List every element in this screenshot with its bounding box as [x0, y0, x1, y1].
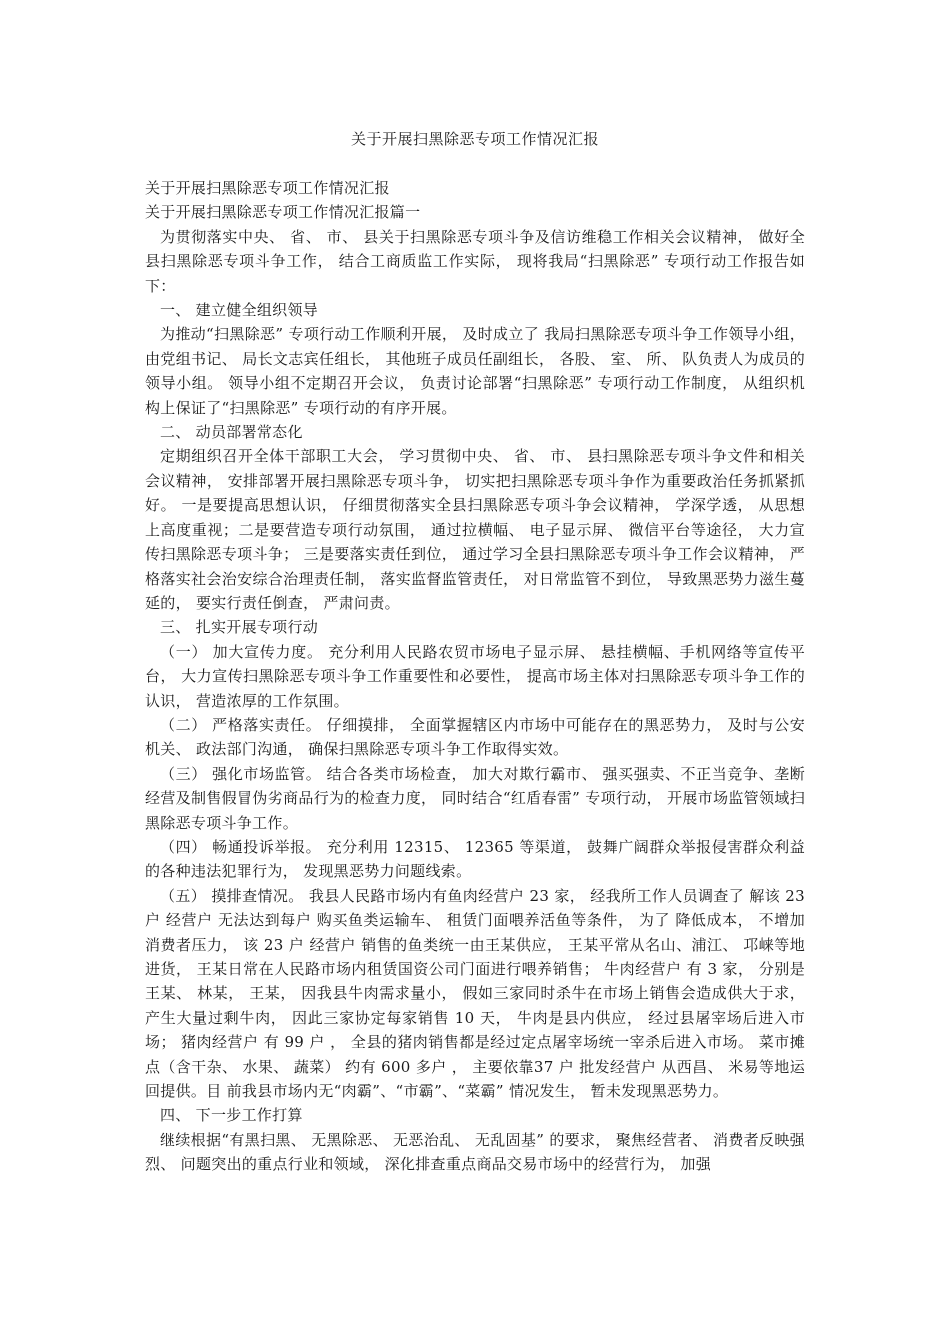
intro-paragraph: 为贯彻落实中央、 省、 市、 县关于扫黑除恶专项斗争及信访维稳工作相关会议精神， 做好全县扫黑除恶专项斗争工作， 结合工商质监工作实际， 现将我局“扫黑除恶” 专项行动工作报告如下：	[145, 227, 805, 295]
section-heading-1: 一、 建立健全组织领导	[160, 301, 319, 320]
document-body	[145, 176, 805, 1177]
paragraph-item-4: （四） 畅通投诉举报。 充分利用 12315、 12365 等渠道， 鼓舞广阔群众举报侵害群众利益的各种违法犯罪行为， 发现黑恶势力问题线索。	[145, 837, 805, 881]
paragraph-item-2: （二） 严格落实责任。 仔细摸排， 全面掌握辖区内市场中可能存在的黑恶势力， 及时与公安机关、 政法部门沟通， 确保扫黑除恶专项斗争工作取得实效。	[145, 715, 805, 759]
paragraph-item-5: （五） 摸排查情况。 我县人民路市场内有鱼肉经营户 23 家， 经我所工作人员调查了 解该 23 户 经营户 无法达到每户 购买鱼类运输车、 租赁门面喂养活鱼等条件， 为了 降低成本， 不增加消费者压力， 该 23 户 经营户 销售的鱼类统一由王某供应， 王某平常从名山、浦江、 邛崃等地进货， 王某日常在人民路市场内租赁国资公司门面进行喂养销售； 牛肉经营户 有 3 家， 分别是王某、 林某， 王某， 因我县牛肉需求量小， 假如三家同时杀牛在市场上销售会造成供大于求， 产生大量过剩牛肉， 因此三家协定每家销售 10 天， 牛肉是县内供应， 经过县屠宰场后进入市场； 猪肉经营户 有 99 户 ， 全县的猪肉销售都是经过定点屠宰场统一宰杀后进入市场。 菜市摊点（含干杂、 水果、 蔬菜） 约有 600 多户 ， 主要依靠37 户 批发经营户 从西昌、 米易等地运回提供。目 前我县市场内无“肉霸”、“市霸”、“菜霸” 情况发生， 暂未发现黑恶势力。	[145, 886, 805, 1101]
document-subtitle: 关于开展扫黑除恶专项工作情况汇报	[145, 179, 390, 197]
section-label: 关于开展扫黑除恶专项工作情况汇报篇一	[145, 203, 421, 222]
section-heading-4: 四、 下一步工作打算	[160, 1106, 303, 1125]
paragraph-organization: 为推动“扫黑除恶” 专项行动工作顺利开展， 及时成立了 我局扫黑除恶专项斗争工作领导小组，由党组书记、 局长文志宾任组长， 其他班子成员任副组长， 各股、 室、 所、 队负责人为成员的领导小组。 领导小组不定期召开会议， 负责讨论部署“扫黑除恶” 专项行动工作制度， 从组织机构上保证了“扫黑除恶” 专项行动的有序开展。	[145, 325, 805, 417]
section-heading-3: 三、 扎实开展专项行动	[160, 618, 319, 637]
paragraph-item-1: （一） 加大宣传力度。 充分利用人民路农贸市场电子显示屏、 悬挂横幅、手机网络等宣传平台， 大力宣传扫黑除恶专项斗争工作重要性和必要性， 提高市场主体对扫黑除恶专项斗争工作的认识， 营造浓厚的工作氛围。	[145, 642, 805, 710]
document-title: 关于开展扫黑除恶专项工作情况汇报	[350, 130, 599, 148]
paragraph-item-3: （三） 强化市场监管。 结合各类市场检查， 加大对欺行霸市、 强买强卖、不正当竞争、垄断经营及制售假冒伪劣商品行为的检查力度， 同时结合“红盾春雷” 专项行动， 开展市场监管领域扫黑除恶专项斗争工作。	[145, 764, 805, 832]
paragraph-mobilization: 定期组织召开全体干部职工大会， 学习贯彻中央、 省、 市、 县扫黑除恶专项斗争文件和相关会议精神， 安排部署开展扫黑除恶专项斗争， 切实把扫黑除恶专项斗争作为重要政治任务抓紧抓好。 一是要提高思想认识， 仔细贯彻落实全县扫黑除恶专项斗争会议精神， 学深学透， 从思想上高度重视；二是要营造专项行动氛围， 通过拉横幅、 电子显示屏、 微信平台等途径， 大力宣传扫黑除恶专项斗争； 三是要落实责任到位， 通过学习全县扫黑除恶专项斗争工作会议精神， 严格落实社会治安综合治理责任制， 落实监督监管责任， 对日常监管不到位， 导致黑恶势力滋生蔓延的， 要实行责任倒查， 严肃问责。	[145, 447, 805, 612]
paragraph-next-steps: 继续根据“有黑扫黑、 无黑除恶、 无恶治乱、 无乱固基” 的要求， 聚焦经营者、 消费者反映强烈、 问题突出的重点行业和领域， 深化排查重点商品交易市场中的经营行为， 加强	[145, 1130, 805, 1174]
section-heading-2: 二、 动员部署常态化	[160, 423, 303, 442]
